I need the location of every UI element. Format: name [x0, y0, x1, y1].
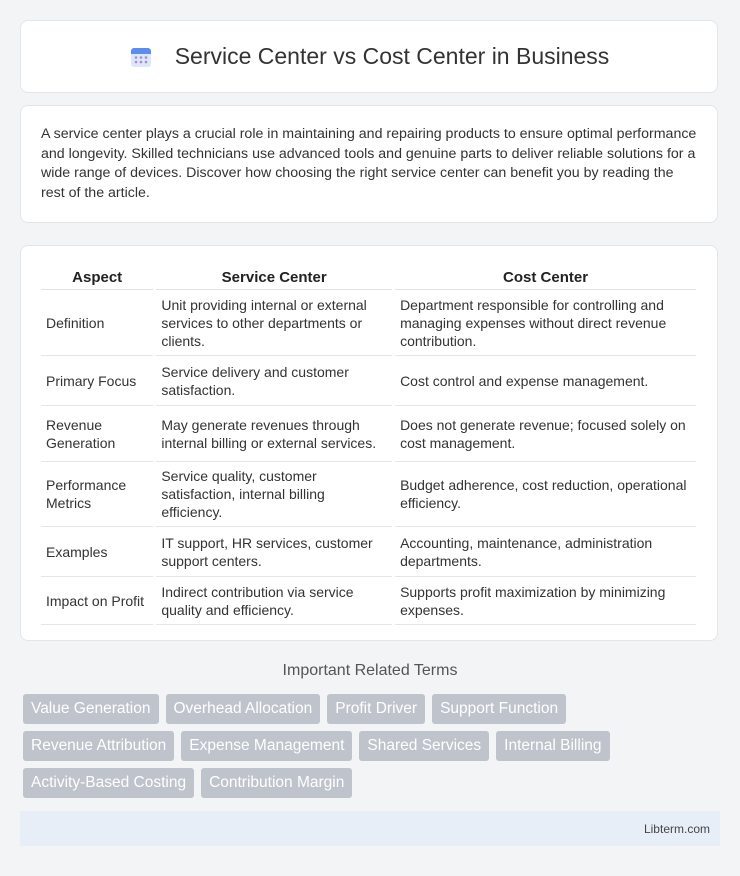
title-card — [20, 20, 718, 93]
table-row — [41, 406, 696, 462]
cell-cost-center: Supports profit maximization by minimizing expenses. — [395, 577, 696, 625]
table-row — [41, 356, 696, 406]
related-tags — [23, 694, 723, 798]
cell-aspect: Primary Focus — [41, 356, 153, 406]
header-aspect: Aspect — [41, 264, 153, 290]
cell-cost-center: Department responsible for controlling and managing expenses without direct revenue contribution. — [395, 290, 696, 356]
tag-activity-based-costing[interactable]: Activity-Based Costing — [23, 768, 194, 798]
related-terms-title: Important Related Terms — [282, 662, 458, 679]
page-title: Service Center vs Cost Center in Business — [174, 43, 610, 69]
tag-revenue-attribution[interactable]: Revenue Attribution — [23, 731, 174, 761]
calendar-icon — [129, 45, 153, 69]
cell-aspect: Examples — [41, 527, 153, 577]
footer — [20, 811, 720, 846]
table-row — [41, 527, 696, 577]
cell-aspect: Definition — [41, 290, 153, 356]
cell-service-center: Service quality, customer satisfaction, internal billing efficiency. — [156, 462, 392, 527]
intro-card — [20, 105, 718, 223]
cell-aspect: Impact on Profit — [41, 577, 153, 625]
tag-expense-management[interactable]: Expense Management — [181, 731, 352, 761]
tag-support-function[interactable]: Support Function — [432, 694, 566, 724]
footer-brand-link[interactable]: Libterm.com — [643, 821, 710, 836]
comparison-table — [38, 264, 699, 625]
table-row — [41, 290, 696, 356]
cell-cost-center: Accounting, maintenance, administration departments. — [395, 527, 696, 577]
cell-aspect: Revenue Generation — [41, 406, 153, 462]
cell-service-center: IT support, HR services, customer support centers. — [156, 527, 392, 577]
tag-overhead-allocation[interactable]: Overhead Allocation — [166, 694, 321, 724]
cell-aspect: Performance Metrics — [41, 462, 153, 527]
cell-service-center: May generate revenues through internal billing or external services. — [156, 406, 392, 462]
comparison-card — [20, 245, 718, 641]
cell-service-center: Indirect contribution via service quality and efficiency. — [156, 577, 392, 625]
header-service-center: Service Center — [156, 264, 392, 290]
tag-value-generation[interactable]: Value Generation — [23, 694, 159, 724]
cell-cost-center: Budget adherence, cost reduction, operational efficiency. — [395, 462, 696, 527]
table-row — [41, 462, 696, 527]
cell-service-center: Service delivery and customer satisfaction. — [156, 356, 392, 406]
tag-contribution-margin[interactable]: Contribution Margin — [201, 768, 352, 798]
tag-internal-billing[interactable]: Internal Billing — [496, 731, 609, 761]
tag-shared-services[interactable]: Shared Services — [359, 731, 489, 761]
cell-service-center: Unit providing internal or external services to other departments or clients. — [156, 290, 392, 356]
intro-text: A service center plays a crucial role in maintaining and repairing products to ensure optimal performance and longevity. Skilled technicians use advanced tools and genuine parts to deliver reliable solutions for a wide range of devices. Discover how choosing the right service center can benefit you by reading the rest of the article. — [41, 126, 697, 201]
table-row — [41, 577, 696, 625]
cell-cost-center: Cost control and expense management. — [395, 356, 696, 406]
table-header-row — [41, 264, 696, 290]
header-cost-center: Cost Center — [395, 264, 696, 290]
tag-profit-driver[interactable]: Profit Driver — [327, 694, 425, 724]
cell-cost-center: Does not generate revenue; focused solely on cost management. — [395, 406, 696, 462]
